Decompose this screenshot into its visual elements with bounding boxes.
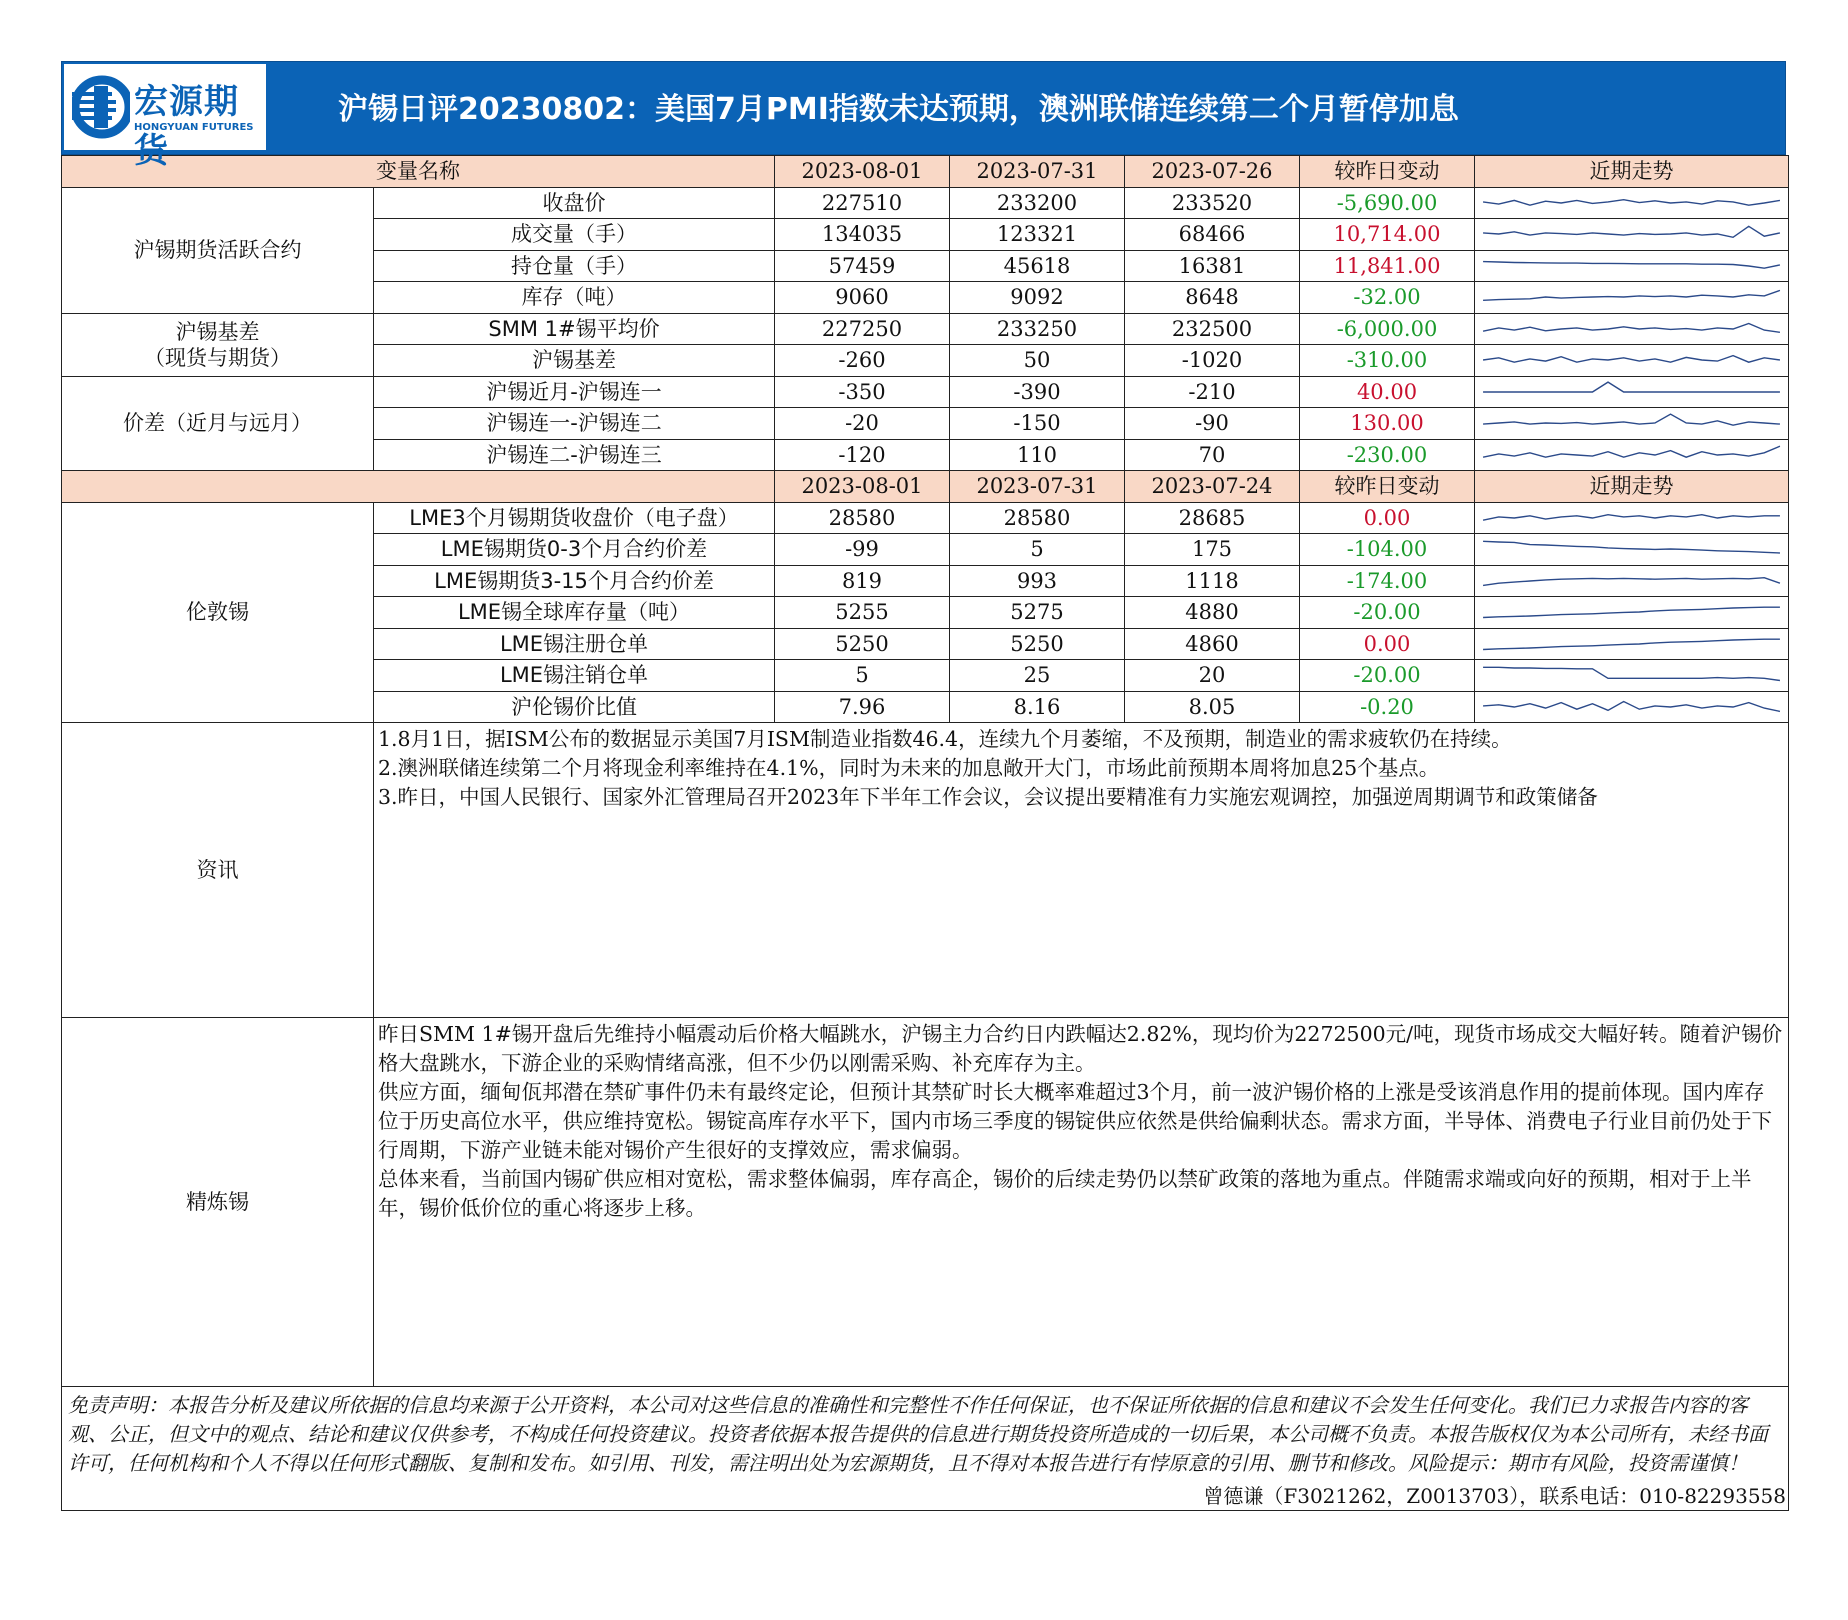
change-value: -5,690.00 [1300, 187, 1475, 219]
contact-row [62, 1482, 1789, 1511]
refined-paragraph: 供应方面，缅甸佤邦潜在禁矿事件仍未有最终定论，但预计其禁矿时长大概率难超过3个月，前一波沪锡价格的上涨是受该消息作用的提前体现。国内库存位于历史高位水平，供应维持宽松。锡锭高库存水平下，国内市场三季度的锡锭供应依然是供给偏剩状态。需求方面，半导体、消费电子行业目前仍处于下行周期，下游产业链未能对锡价产生很好的支撑效应，需求偏弱。 [378, 1080, 1772, 1162]
value-date-2: 45618 [950, 250, 1125, 282]
sparkline-path [1483, 668, 1780, 681]
sparkline-path [1483, 542, 1780, 554]
trend-cell [1475, 219, 1789, 251]
change-value: -104.00 [1300, 534, 1475, 566]
news-content [374, 723, 1789, 1018]
trend-cell [1475, 376, 1789, 408]
trend-cell [1475, 313, 1789, 345]
value-date-3: 232500 [1125, 313, 1300, 345]
trend-cell [1475, 187, 1789, 219]
sparkline-path [1483, 356, 1780, 363]
variable-name: 沪伦锡价比值 [374, 691, 775, 723]
sparkline-path [1483, 577, 1780, 585]
change-value: 0.00 [1300, 502, 1475, 534]
analyst-contact: 曾德谦（F3021262，Z0013703），联系电话：010-82293558 [62, 1482, 1789, 1511]
value-date-1: 5255 [775, 597, 950, 629]
value-date-2: -390 [950, 376, 1125, 408]
value-date-2: 5275 [950, 597, 1125, 629]
trend-cell [1475, 439, 1789, 471]
value-date-1: 57459 [775, 250, 950, 282]
refined-section [62, 1018, 1789, 1387]
sparkline-chart [1479, 536, 1784, 562]
variable-name: 沪锡连二-沪锡连三 [374, 439, 775, 471]
header-trend: 近期走势 [1475, 471, 1789, 503]
value-date-3: -1020 [1125, 345, 1300, 377]
sparkline-chart [1479, 505, 1784, 531]
value-date-1: 5 [775, 660, 950, 692]
trend-cell [1475, 408, 1789, 440]
refined-paragraph: 昨日SMM 1#锡开盘后先维持小幅震动后价格大幅跳水，沪锡主力合约日内跌幅达2.82%，现均价为2272500元/吨，现货市场成交大幅好转。随着沪锡价格大盘跳水，下游企业的采购情绪高涨，但不少仍以刚需采购、补充库存为主。 [378, 1022, 1783, 1075]
sparkline-chart [1479, 347, 1784, 373]
value-date-2: 9092 [950, 282, 1125, 314]
header-date-1: 2023-08-01 [775, 471, 950, 503]
change-value: -32.00 [1300, 282, 1475, 314]
variable-name: LME3个月锡期货收盘价（电子盘） [374, 502, 775, 534]
header-trend: 近期走势 [1475, 156, 1789, 188]
trend-cell [1475, 502, 1789, 534]
variable-name: LME锡期货3-15个月合约价差 [374, 565, 775, 597]
value-date-2: 50 [950, 345, 1125, 377]
news-paragraph: 1.8月1日，据ISM公布的数据显示美国7月ISM制造业指数46.4，连续九个月萎缩，不及预期，制造业的需求疲软仍在持续。 [378, 727, 1512, 751]
header-date-2: 2023-07-31 [950, 156, 1125, 188]
table-row [62, 502, 1789, 534]
value-date-1: 5250 [775, 628, 950, 660]
variable-name: LME锡期货0-3个月合约价差 [374, 534, 775, 566]
sparkline-path [1483, 323, 1780, 332]
value-date-3: 4880 [1125, 597, 1300, 629]
sparkline-chart [1479, 253, 1784, 279]
refined-content [374, 1018, 1789, 1387]
header-date-2: 2023-07-31 [950, 471, 1125, 503]
trend-cell [1475, 345, 1789, 377]
table-row [62, 376, 1789, 408]
value-date-2: -150 [950, 408, 1125, 440]
sparkline-chart [1479, 599, 1784, 625]
value-date-3: 1118 [1125, 565, 1300, 597]
change-value: -310.00 [1300, 345, 1475, 377]
value-date-2: 25 [950, 660, 1125, 692]
sparkline-path [1483, 291, 1780, 301]
disclaimer-text: 免责声明：本报告分析及建议所依据的信息均来源于公开资料，本公司对这些信息的准确性和完整性不作任何保证，也不保证所依据的信息和建议不会发生任何变化。我们已力求报告内容的客观、公正，但文中的观点、结论和建议仅供参考，不构成任何投资建议。投资者依据本报告提供的信息进行期货投资所造成的一切后果，本公司概不负责。本报告版权仅为本公司所有，未经书面许可，任何机构和个人不得以任何形式翻版、复制和发布。如引用、刊发，需注明出处为宏源期货，且不得对本报告进行有悖原意的引用、删节和修改。风险提示：期市有风险，投资需谨慎！ [62, 1387, 1789, 1483]
variable-name: SMM 1#锡平均价 [374, 313, 775, 345]
value-date-1: 227250 [775, 313, 950, 345]
value-date-1: 28580 [775, 502, 950, 534]
value-date-1: 9060 [775, 282, 950, 314]
value-date-2: 5250 [950, 628, 1125, 660]
sparkline-path [1483, 607, 1780, 617]
sparkline-chart [1479, 379, 1784, 405]
value-date-1: -260 [775, 345, 950, 377]
value-date-2: 233250 [950, 313, 1125, 345]
news-paragraph: 2.澳洲联储连续第二个月将现金利率维持在4.1%，同时为未来的加息敞开大门，市场此前预期本周将加息25个基点。 [378, 756, 1440, 780]
trend-cell [1475, 282, 1789, 314]
company-logo [64, 64, 266, 171]
sparkline-path [1483, 414, 1780, 425]
value-date-2: 28580 [950, 502, 1125, 534]
value-date-1: 227510 [775, 187, 950, 219]
value-date-3: 8.05 [1125, 691, 1300, 723]
trend-cell [1475, 691, 1789, 723]
value-date-2: 123321 [950, 219, 1125, 251]
change-value: -0.20 [1300, 691, 1475, 723]
trend-cell [1475, 660, 1789, 692]
data-table [61, 155, 1789, 1511]
header-date-3: 2023-07-26 [1125, 156, 1300, 188]
value-date-3: 68466 [1125, 219, 1300, 251]
report-title: 沪锡日评20230802：美国7月PMI指数未达预期，澳洲联储连续第二个月暂停加息 [338, 92, 1459, 127]
change-value: 130.00 [1300, 408, 1475, 440]
variable-name: LME锡全球库存量（吨） [374, 597, 775, 629]
refined-label: 精炼锡 [62, 1018, 374, 1387]
value-date-3: 70 [1125, 439, 1300, 471]
sparkline-chart [1479, 694, 1784, 720]
news-section [62, 723, 1789, 1018]
variable-name: 收盘价 [374, 187, 775, 219]
variable-name: LME锡注销仓单 [374, 660, 775, 692]
group-label: 价差（近月与远月） [62, 376, 374, 471]
sparkline-chart [1479, 442, 1784, 468]
change-value: -174.00 [1300, 565, 1475, 597]
group-label: 伦敦锡 [62, 502, 374, 723]
sparkline-path [1483, 446, 1780, 457]
value-date-1: 819 [775, 565, 950, 597]
trend-cell [1475, 628, 1789, 660]
value-date-2: 8.16 [950, 691, 1125, 723]
change-value: 0.00 [1300, 628, 1475, 660]
value-date-1: 134035 [775, 219, 950, 251]
sparkline-path [1483, 227, 1780, 238]
trend-cell [1475, 250, 1789, 282]
report-header [61, 61, 1786, 171]
value-date-1: -350 [775, 376, 950, 408]
sparkline-chart [1479, 410, 1784, 436]
value-date-3: 20 [1125, 660, 1300, 692]
disclaimer-row [62, 1387, 1789, 1483]
logo-english-name: HONGYUAN FUTURES [134, 122, 254, 133]
variable-name: 沪锡连一-沪锡连二 [374, 408, 775, 440]
sparkline-path [1483, 261, 1780, 268]
change-value: 11,841.00 [1300, 250, 1475, 282]
trend-cell [1475, 597, 1789, 629]
table-row [62, 187, 1789, 219]
value-date-2: 233200 [950, 187, 1125, 219]
sparkline-path [1483, 639, 1780, 649]
variable-name: 持仓量（手） [374, 250, 775, 282]
header-change: 较昨日变动 [1300, 156, 1475, 188]
variable-name: 成交量（手） [374, 219, 775, 251]
value-date-3: 28685 [1125, 502, 1300, 534]
logo-chinese-name: 宏源期货 [134, 82, 239, 171]
sparkline-path [1483, 701, 1780, 711]
refined-paragraph: 总体来看，当前国内锡矿供应相对宽松，需求整体偏弱，库存高企，锡价的后续走势仍以禁矿政策的落地为重点。伴随需求端或向好的预期，相对于上半年，锡价低价位的重心将逐步上移。 [378, 1167, 1752, 1220]
group-label: 沪锡期货活跃合约 [62, 187, 374, 313]
sparkline-chart [1479, 190, 1784, 216]
value-date-2: 5 [950, 534, 1125, 566]
sparkline-chart [1479, 631, 1784, 657]
trend-cell [1475, 534, 1789, 566]
group-label: 沪锡基差 （现货与期货） [62, 313, 374, 376]
header-date-1: 2023-08-01 [775, 156, 950, 188]
sparkline-chart [1479, 662, 1784, 688]
value-date-2: 110 [950, 439, 1125, 471]
value-date-3: 175 [1125, 534, 1300, 566]
variable-name: 沪锡近月-沪锡连一 [374, 376, 775, 408]
change-value: -6,000.00 [1300, 313, 1475, 345]
table-header-row [62, 156, 1789, 188]
news-label: 资讯 [62, 723, 374, 1018]
table-row [62, 313, 1789, 345]
value-date-2: 993 [950, 565, 1125, 597]
trend-cell [1475, 565, 1789, 597]
change-value: 10,714.00 [1300, 219, 1475, 251]
report-sheet [61, 61, 1786, 1511]
change-value: -20.00 [1300, 597, 1475, 629]
value-date-3: 4860 [1125, 628, 1300, 660]
sparkline-path [1483, 199, 1780, 205]
change-value: 40.00 [1300, 376, 1475, 408]
variable-name: 库存（吨） [374, 282, 775, 314]
variable-name: 沪锡基差 [374, 345, 775, 377]
header-change: 较昨日变动 [1300, 471, 1475, 503]
sparkline-chart [1479, 316, 1784, 342]
value-date-1: -120 [775, 439, 950, 471]
sparkline-chart [1479, 568, 1784, 594]
value-date-3: -90 [1125, 408, 1300, 440]
sparkline-chart [1479, 221, 1784, 247]
sparkline-path [1483, 382, 1780, 392]
header-blank [62, 471, 775, 503]
sparkline-chart [1479, 284, 1784, 310]
variable-name: LME锡注册仓单 [374, 628, 775, 660]
value-date-1: -20 [775, 408, 950, 440]
news-paragraph: 3.昨日，中国人民银行、国家外汇管理局召开2023年下半年工作会议，会议提出要精准有力实施宏观调控，加强逆周期调节和政策储备 [378, 785, 1598, 809]
value-date-1: -99 [775, 534, 950, 566]
header-variable-name: 变量名称 [62, 156, 775, 188]
hongyuan-logo-icon [72, 72, 130, 142]
table-header-row [62, 471, 1789, 503]
change-value: -230.00 [1300, 439, 1475, 471]
value-date-3: -210 [1125, 376, 1300, 408]
change-value: -20.00 [1300, 660, 1475, 692]
value-date-3: 16381 [1125, 250, 1300, 282]
sparkline-path [1483, 514, 1780, 520]
value-date-3: 8648 [1125, 282, 1300, 314]
value-date-3: 233520 [1125, 187, 1300, 219]
value-date-1: 7.96 [775, 691, 950, 723]
header-date-3: 2023-07-24 [1125, 471, 1300, 503]
